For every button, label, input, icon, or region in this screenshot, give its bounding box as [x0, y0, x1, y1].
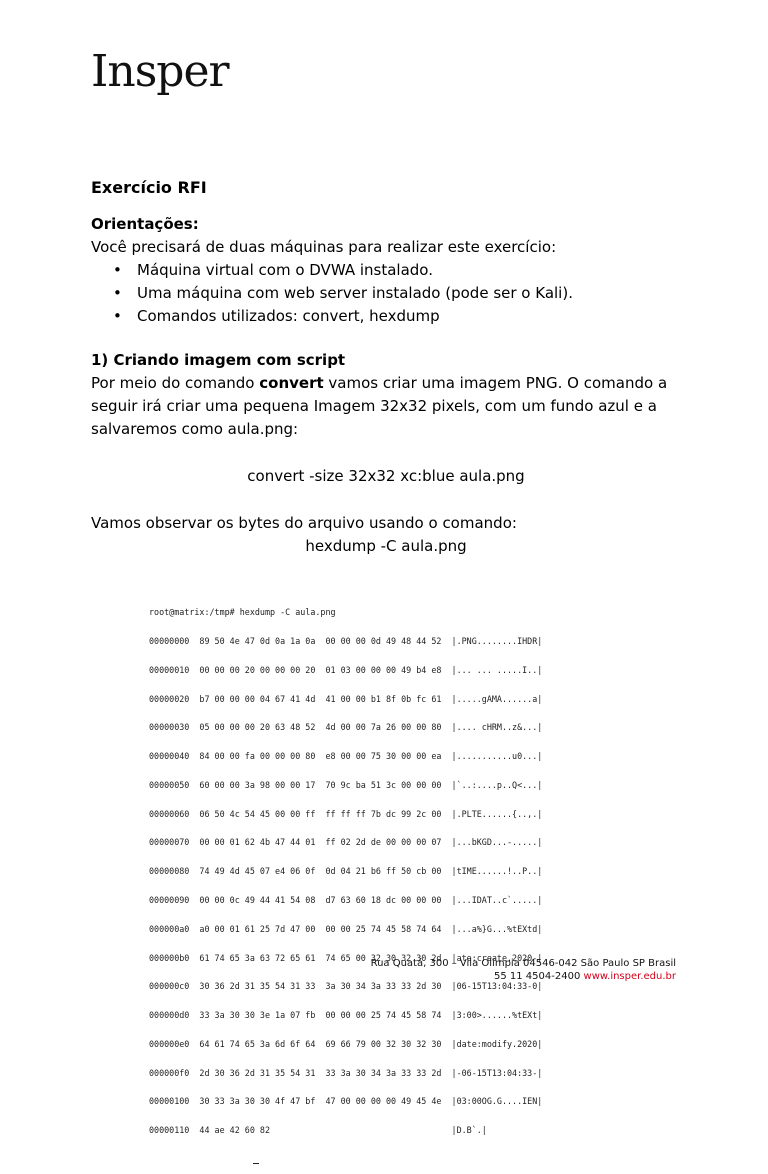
- hexdump-command: hexdump -C aula.png: [305, 537, 467, 555]
- footer-address: Rua Quatá, 300 – Vila Olímpia 04546-042 São Paulo SP Brasil: [370, 958, 676, 969]
- document-body: [91, 176, 681, 558]
- section-paragraph: [91, 372, 681, 441]
- terminal-line: 000000d0 33 3a 30 30 3e 1a 07 fb 00 00 00 25 74 45 58 74 |3:00>......%tEXt|: [149, 1010, 543, 1021]
- terminal-line: 000000c0 30 36 2d 31 35 54 31 33 3a 30 34 3a 33 33 2d 30 |06-15T13:04:33-0|: [149, 981, 543, 992]
- insper-logo: Insper: [91, 46, 229, 97]
- terminal-line: 00000030 05 00 00 00 20 63 48 52 4d 00 00 7a 26 00 00 80 |.... cHRM..z&...|: [149, 722, 543, 733]
- terminal-line: 000000e0 64 61 74 65 3a 6d 6f 64 69 66 79 00 32 30 32 30 |date:modify.2020|: [149, 1038, 543, 1049]
- terminal-line: root@matrix:/tmp# hexdump -C aula.png: [149, 607, 336, 618]
- convert-command: convert -size 32x32 xc:blue aula.png: [247, 467, 525, 485]
- section-heading: 1) Criando imagem com script: [91, 351, 346, 369]
- footer-contact: [371, 970, 676, 983]
- terminal-line: 000000b0 61 74 65 3a 63 72 65 61 74 65 00 32 30 32 30 2d |ate:create.2020-|: [149, 952, 543, 963]
- list-item: • Máquina virtual com o DVWA instalado.: [91, 259, 681, 282]
- requirements-list: [91, 259, 681, 328]
- terminal-line: 00000100 30 33 3a 30 30 4f 47 bf 47 00 00 00 00 49 45 4e |03:00OG.G....IEN|: [149, 1096, 543, 1107]
- terminal-line: 00000080 74 49 4d 45 07 e4 06 0f 0d 04 21 b6 ff 50 cb 00 |tIME......!..P..|: [149, 866, 543, 877]
- terminal-line: 00000050 60 00 00 3a 98 00 00 17 70 9c ba 51 3c 00 00 00 |`..:....p..Q<...|: [149, 779, 543, 790]
- terminal-line: 00000040 84 00 00 fa 00 00 00 80 e8 00 00 75 30 00 00 ea |...........u0...|: [149, 751, 543, 762]
- terminal-line: [149, 1155, 590, 1165]
- footer-phone: 55 11 4504-2400: [494, 971, 581, 982]
- page-title: Exercício RFI: [91, 178, 207, 197]
- orientacoes-intro: Você precisará de duas máquinas para realizar este exercício:: [91, 238, 557, 256]
- page-footer: [371, 957, 676, 983]
- paragraph-text: Por meio do comando: [91, 374, 260, 392]
- terminal-line: 00000020 b7 00 00 00 04 67 41 4d 41 00 00 b1 8f 0b fc 61 |.....gAMA......a|: [149, 693, 543, 704]
- list-item: • Comandos utilizados: convert, hexdump: [91, 305, 681, 328]
- footer-link[interactable]: www.insper.edu.br: [583, 971, 676, 982]
- orientacoes-heading: Orientações:: [91, 215, 199, 233]
- terminal-line: 00000070 00 00 01 62 4b 47 44 01 ff 02 2d de 00 00 00 07 |...bKGD...-.....|: [149, 837, 543, 848]
- hexdump-intro: Vamos observar os bytes do arquivo usando o comando:: [91, 514, 517, 532]
- terminal-line: 000000f0 2d 30 36 2d 31 35 54 31 33 3a 30 34 3a 33 33 2d |-06-15T13:04:33-|: [149, 1067, 543, 1078]
- terminal-line: 00000110 44 ae 42 60 82 |D.B`.|: [149, 1125, 487, 1136]
- terminal-line: 00000010 00 00 00 20 00 00 00 20 01 03 00 00 00 49 b4 e8 |... ... .....I..|: [149, 664, 543, 675]
- terminal-line: 00000000 89 50 4e 47 0d 0a 1a 0a 00 00 00 0d 49 48 44 52 |.PNG........IHDR|: [149, 635, 543, 646]
- terminal-cursor: [253, 1163, 259, 1164]
- terminal-line: 00000090 00 00 0c 49 44 41 54 08 d7 63 60 18 dc 00 00 00 |...IDAT..c`.....|: [149, 895, 543, 905]
- list-item: • Uma máquina com web server instalado (pode ser o Kali).: [91, 282, 681, 305]
- terminal-line: 000000a0 a0 00 01 61 25 7d 47 00 00 00 25 74 45 58 74 64 |...a%}G...%tEXtd|: [149, 923, 543, 934]
- paragraph-text: vamos criar uma imagem PNG. O comando a seguir irá criar uma pequena Imagem 32x32 pixels, com um fundo azul e a salvaremos como aula.png:: [91, 374, 668, 438]
- terminal-line: 00000060 06 50 4c 54 45 00 00 ff ff ff ff 7b dc 99 2c 00 |.PLTE......{..,.|: [149, 808, 543, 819]
- bold-command: convert: [259, 374, 324, 392]
